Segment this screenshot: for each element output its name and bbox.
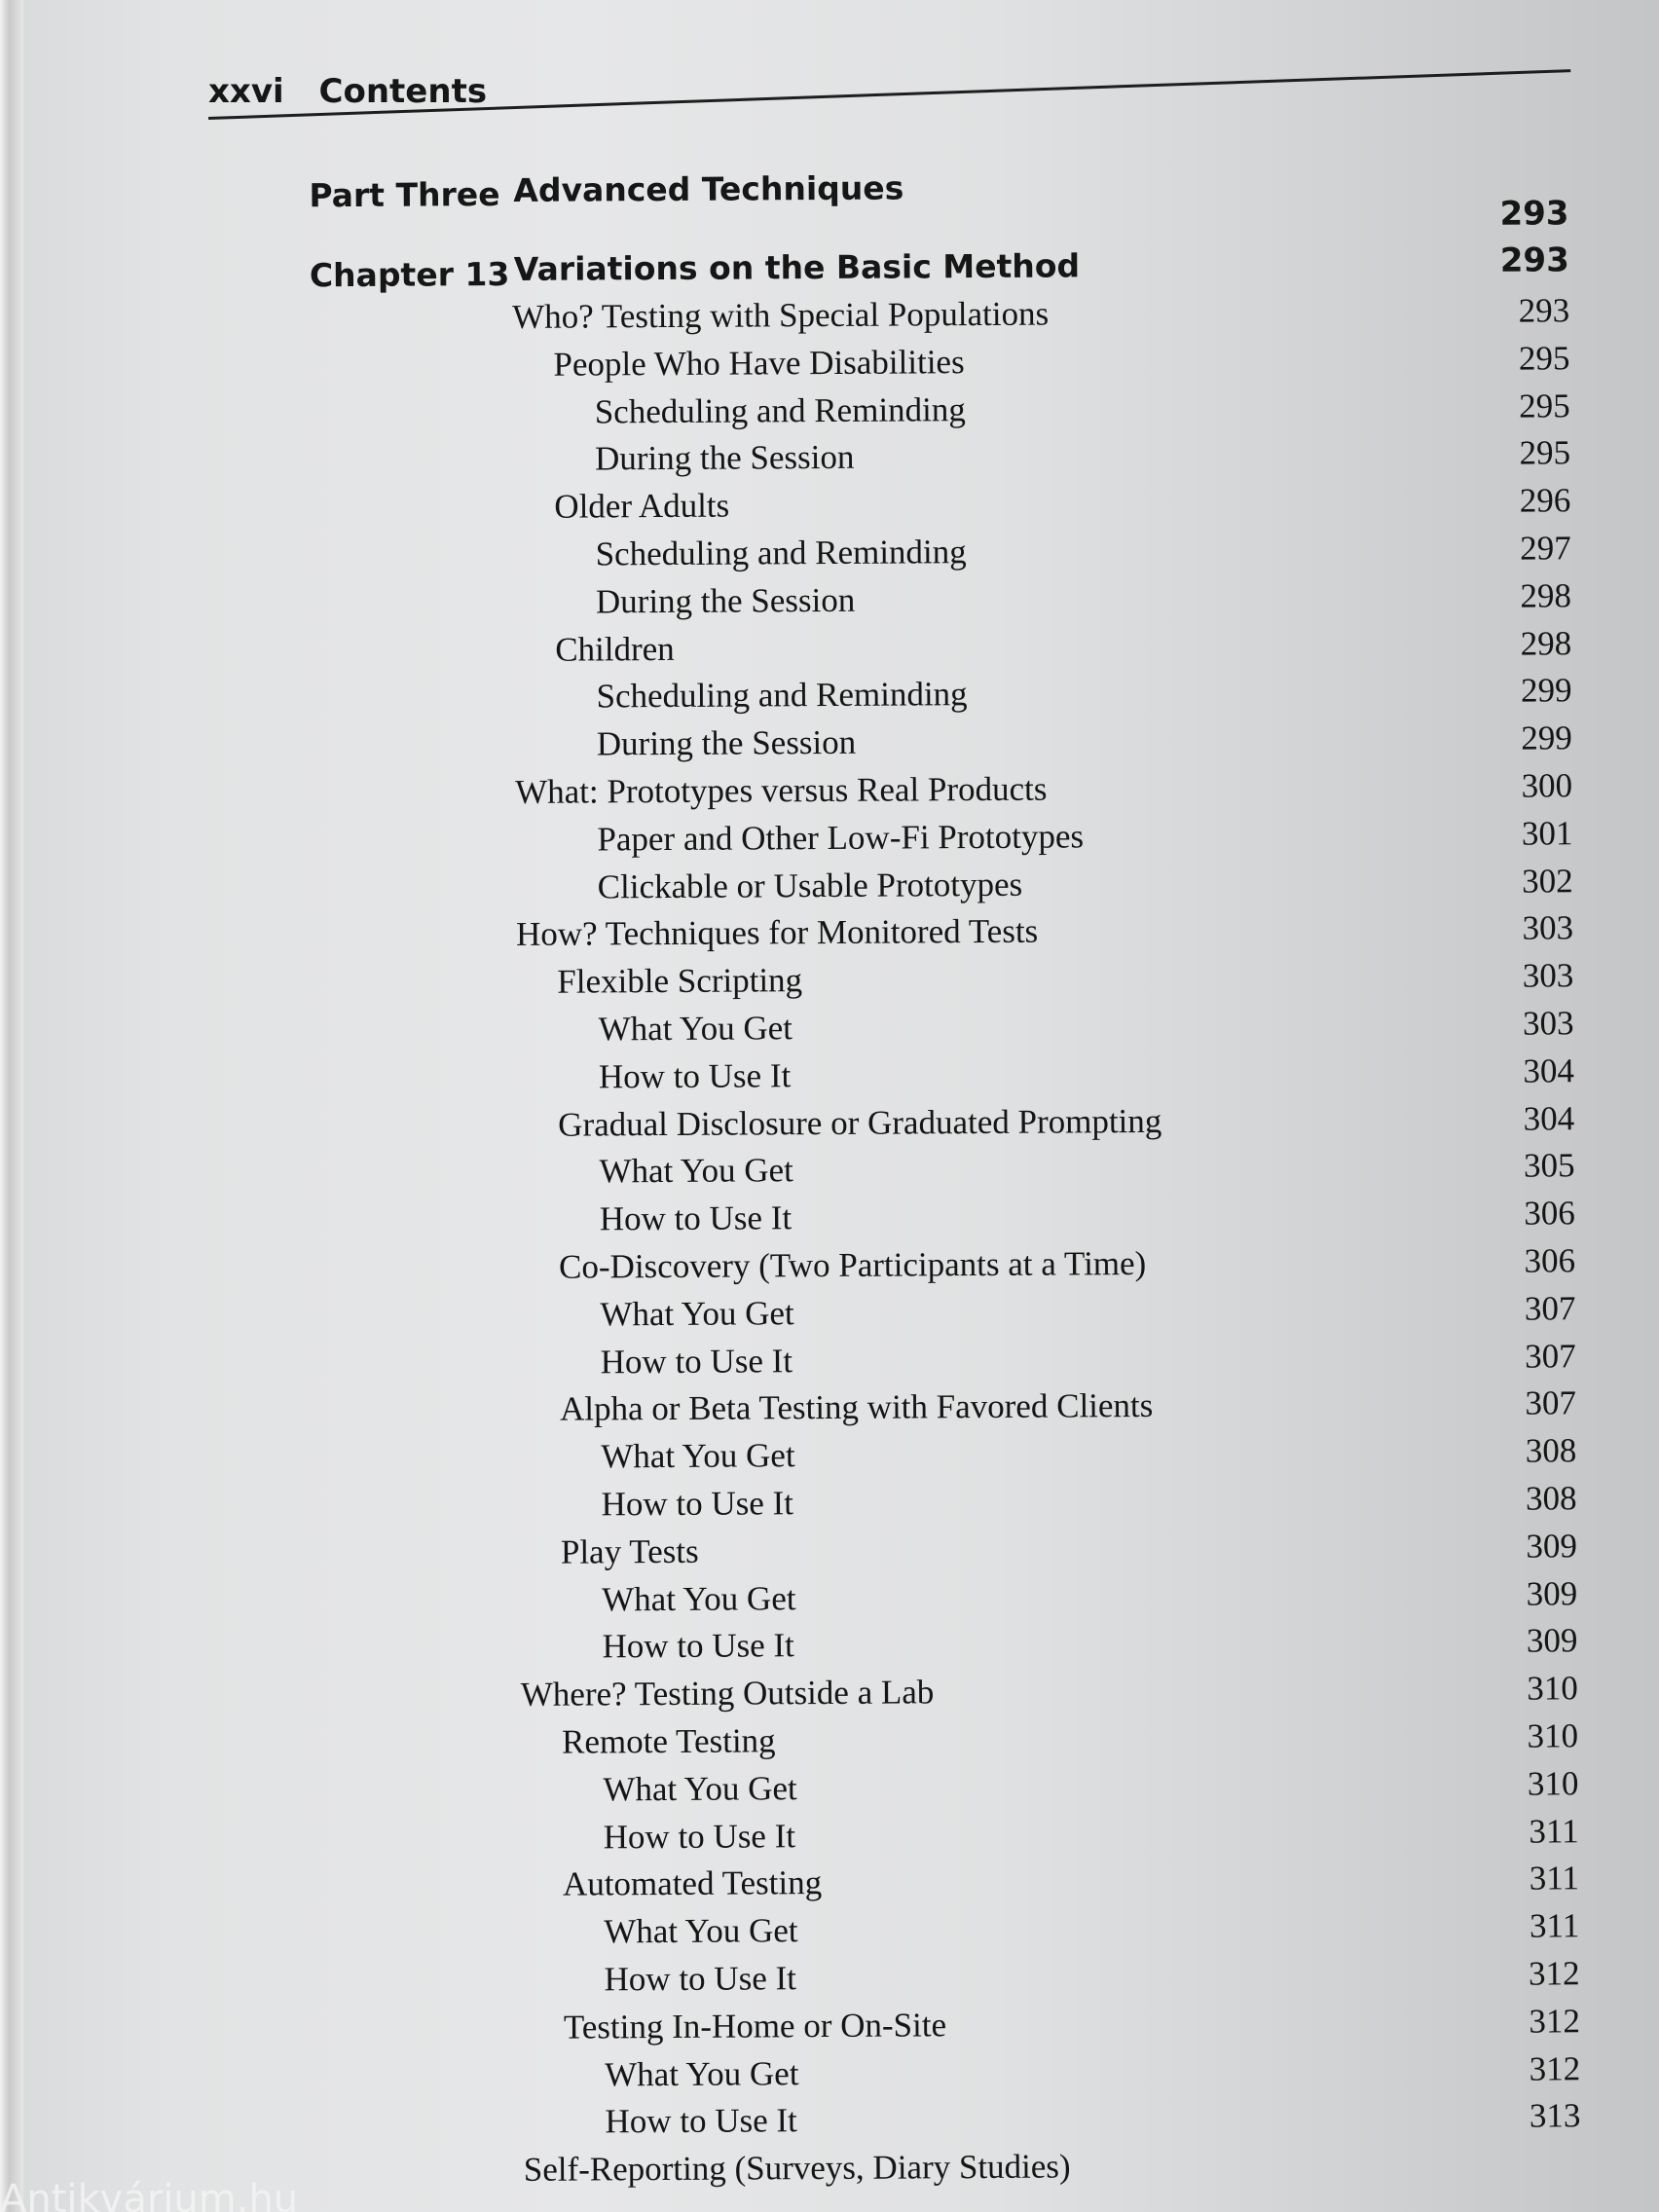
- toc-entry-title: How to Use It: [604, 1959, 797, 1999]
- toc-entry-page: 309: [1526, 1573, 1578, 1613]
- toc-entry-page: 295: [1519, 386, 1570, 425]
- toc-entry-title: People Who Have Disabilities: [553, 342, 965, 384]
- toc-entry-page: 313: [1529, 2096, 1581, 2136]
- toc-entry-title: Scheduling and Reminding: [595, 533, 967, 573]
- toc-entry-page: 306: [1524, 1241, 1576, 1280]
- toc-entry-title: How to Use It: [600, 1341, 793, 1382]
- toc-entry-page: 297: [1520, 529, 1571, 568]
- toc-entry-page: 298: [1520, 623, 1572, 663]
- toc-entry-title: During the Session: [596, 723, 857, 763]
- toc-entry-title: Automated Testing: [562, 1863, 823, 1904]
- part-label: Part Three: [309, 175, 500, 215]
- toc-entry-title: What: Prototypes versus Real Products: [515, 769, 1048, 811]
- toc-entry-page: 301: [1521, 814, 1573, 853]
- toc-entry-page: 307: [1525, 1383, 1577, 1423]
- toc-entry-title: Gradual Disclosure or Graduated Prompting: [558, 1101, 1162, 1144]
- chapter-label: Chapter 13: [309, 254, 510, 295]
- toc-entry-page: 311: [1529, 1811, 1579, 1851]
- toc-entry-title: Alpha or Beta Testing with Favored Clients: [559, 1386, 1154, 1429]
- toc-entry-title: Where? Testing Outside a Lab: [520, 1673, 935, 1714]
- toc-entry-page: 293: [1518, 291, 1570, 330]
- toc-entry-title: Paper and Other Low-Fi Prototypes: [597, 817, 1085, 859]
- toc-entry-title: Clickable or Usable Prototypes: [597, 865, 1023, 906]
- toc-entry-title: Who? Testing with Special Populations: [512, 294, 1050, 336]
- toc-entry-page: 312: [1529, 2048, 1581, 2088]
- toc-entry-page: 304: [1523, 1098, 1575, 1138]
- toc-entry-title: What You Get: [600, 1294, 794, 1334]
- toc-entry-title: How? Techniques for Monitored Tests: [515, 912, 1039, 954]
- toc-entry-title: Remote Testing: [561, 1721, 776, 1761]
- header-title: Contents: [318, 72, 488, 111]
- toc-entry-title: During the Session: [594, 438, 855, 478]
- toc-entry-title: Co-Discovery (Two Participants at a Time): [558, 1244, 1147, 1286]
- toc-entry-title: Self-Reporting (Surveys, Diary Studies): [523, 2147, 1071, 2190]
- toc-entry-title: Play Tests: [560, 1531, 699, 1571]
- toc-entry-page: 300: [1521, 766, 1573, 805]
- toc-entry-page: 311: [1529, 1906, 1580, 1945]
- toc-entry-title: Children: [555, 629, 675, 669]
- toc-entry-title: How to Use It: [599, 1198, 793, 1238]
- toc-entry-page: 304: [1523, 1051, 1575, 1090]
- toc-entry-page: 311: [1529, 1859, 1580, 1899]
- toc-entry-page: 305: [1523, 1146, 1575, 1186]
- toc-entry-page: 310: [1527, 1669, 1578, 1708]
- toc-entry-page: 312: [1529, 2002, 1580, 2041]
- toc-entry-page: 295: [1519, 433, 1571, 473]
- toc-entry-page: 303: [1522, 956, 1574, 995]
- toc-entry-page: 307: [1524, 1289, 1576, 1328]
- toc-entry-page: 309: [1526, 1527, 1578, 1566]
- toc-entry-page: 295: [1518, 339, 1570, 378]
- toc-entry-title: What You Get: [598, 1009, 793, 1049]
- toc-entry-title: How to Use It: [602, 1626, 794, 1666]
- toc-entry-page: 296: [1519, 481, 1571, 520]
- toc-entry-title: How to Use It: [603, 1816, 796, 1857]
- toc-entry-title: Scheduling and Reminding: [594, 389, 966, 431]
- toc-entry-title: How to Use It: [601, 1484, 794, 1524]
- part-page: 293: [1499, 194, 1569, 234]
- toc-entry-title: What You Get: [602, 1578, 796, 1619]
- toc-entry-page: 299: [1520, 671, 1572, 711]
- toc-entry-page: 298: [1520, 576, 1572, 615]
- toc-entry-page: 299: [1521, 719, 1572, 757]
- toc-entry-page: 312: [1528, 1954, 1580, 1993]
- toc-entry-page: 303: [1522, 1004, 1574, 1043]
- toc-entry-page: 303: [1522, 908, 1574, 948]
- part-title: Advanced Techniques: [513, 168, 904, 209]
- toc-entry-title: What You Get: [604, 1911, 798, 1951]
- toc-entry-page: 310: [1527, 1764, 1579, 1803]
- toc-entry-page: 308: [1525, 1479, 1577, 1518]
- toc-entry-page: 310: [1527, 1716, 1579, 1755]
- toc-entry-title: During the Session: [595, 580, 856, 621]
- toc-entry-title: What You Get: [601, 1436, 795, 1476]
- toc-entry-title: Testing In-Home or On-Site: [563, 2006, 947, 2046]
- toc-entry-title: How to Use It: [605, 2101, 797, 2141]
- toc-entry-page: 309: [1526, 1621, 1578, 1661]
- chapter-title: Variations on the Basic Method: [513, 246, 1081, 288]
- toc-entry-title: Flexible Scripting: [557, 961, 803, 1001]
- toc-entry-page: 307: [1525, 1336, 1576, 1376]
- toc-entry-page: 308: [1525, 1431, 1577, 1470]
- toc-entry-title: What You Get: [603, 1769, 797, 1809]
- toc-entry-title: How to Use It: [598, 1056, 792, 1096]
- toc-entry-title: Scheduling and Reminding: [596, 675, 968, 716]
- toc-entry-title: What You Get: [605, 2053, 799, 2094]
- page-folio: xxvi: [208, 72, 284, 111]
- toc-entry-page: 306: [1524, 1194, 1575, 1233]
- toc-entry-title: What You Get: [599, 1151, 793, 1191]
- watermark: Antikvárium.hu: [0, 2177, 299, 2212]
- toc-entry-title: Older Adults: [554, 486, 730, 526]
- chapter-page: 293: [1499, 240, 1569, 280]
- toc-entry-page: 302: [1522, 861, 1573, 901]
